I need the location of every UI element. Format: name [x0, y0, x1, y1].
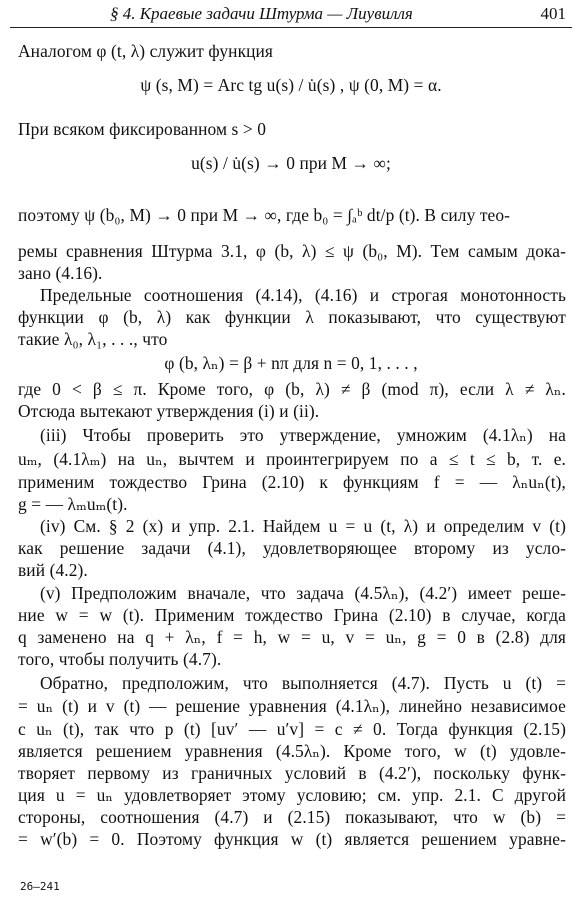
text-line: g = — λₘuₘ(t).: [18, 494, 128, 514]
text-line: того, чтобы получить (4.7).: [18, 649, 222, 669]
text-line: = w′(b) = 0. Поэтому функция w (t) является решением уравне-: [18, 829, 566, 849]
text-line: Отсюда вытекают утверждения (i) и (ii).: [18, 401, 320, 421]
text-line: (iv) См. § 2 (x) и упр. 2.1. Найдем u = u (t, λ) и определим v (t): [40, 516, 566, 536]
text-line: Обратно, предположим, что выполняется (4.7). Пусть u (t) =: [40, 673, 566, 693]
text-line: с uₙ (t), так что p (t) [uv′ — u′v] = c ≠ 0. Тогда функция (2.15): [18, 719, 566, 739]
text-line: = uₙ (t) и v (t) — решение уравнения (4.1λₙ), линейно независимое: [18, 696, 566, 716]
text-line: ние w = w (t). Применим тождество Грина (2.10) в случае, когда: [18, 605, 566, 625]
text-line: является решением уравнения (4.5λₙ). Кроме того, w (t) удовле-: [18, 741, 566, 761]
text-line: При всяком фиксированном s > 0: [18, 119, 267, 139]
text-line: q заменено на q + λₙ, f = h, w = u, v = uₙ, g = 0 в (2.8) для: [18, 627, 566, 647]
text-line: где 0 < β ≤ π. Кроме того, φ (b, λ) ≠ β (mod π), если λ ≠ λₙ.: [18, 379, 566, 399]
text-line: творяет первому из граничных условий в (4.2′), поскольку функ-: [18, 763, 566, 783]
text-line: как решение задачи (4.1), удовлетворяющее второму из усло-: [18, 538, 566, 558]
text-line: (v) Предположим вначале, что задача (4.5λₙ), (4.2′) имеет реше-: [40, 583, 566, 603]
text-line: функции φ (b, λ) как функции λ показывают, что существуют: [18, 307, 566, 327]
text-line: поэтому ψ (b₀, M) → 0 при M → ∞, где b₀ = ∫ₐᵇ dt/p (t). В силу тео-: [18, 205, 511, 225]
text-line: uₘ, (4.1λₘ) на uₙ, вычтем и проинтегрируем по a ≤ t ≤ b, т. е.: [18, 449, 566, 469]
text-line: такие λ₀, λ₁, . . ., что: [18, 329, 168, 349]
text-line: вий (4.2).: [18, 560, 88, 580]
text-line: Предельные соотношения (4.14), (4.16) и строгая монотонность: [40, 285, 566, 305]
text-line: стороны, соотношения (4.7) и (2.15) показывают, что w (b) =: [18, 807, 566, 827]
signature-mark: 26—241: [20, 880, 60, 893]
text-line: зано (4.16).: [18, 263, 103, 283]
text-line: ремы сравнения Штурма 3.1, φ (b, λ) ≤ ψ (b₀, M). Тем самым дока-: [18, 241, 566, 261]
text-line: применим тождество Грина (2.10) к функциям f = — λₙuₙ(t),: [18, 472, 566, 492]
formula-line: ψ (s, M) = Arc tg u(s) / u̇(s) , ψ (0, M) = α.: [140, 75, 442, 95]
page-header: [0, 0, 582, 26]
header-rule: [10, 27, 572, 28]
formula-line: u(s) / u̇(s) → 0 при M → ∞;: [191, 153, 391, 173]
text-line: Аналогом φ (t, λ) служит функция: [18, 41, 274, 61]
page-number: 401: [540, 4, 566, 23]
running-head: § 4. Краевые задачи Штурма — Лиувилля: [110, 4, 413, 23]
text-line: (iii) Чтобы проверить это утверждение, умножим (4.1λₙ) на: [40, 425, 566, 445]
text-line: ция u = uₙ удовлетворяет этому условию; см. упр. 2.1. С другой: [18, 785, 566, 805]
formula-line: φ (b, λₙ) = β + nπ для n = 0, 1, . . . ,: [164, 353, 418, 373]
